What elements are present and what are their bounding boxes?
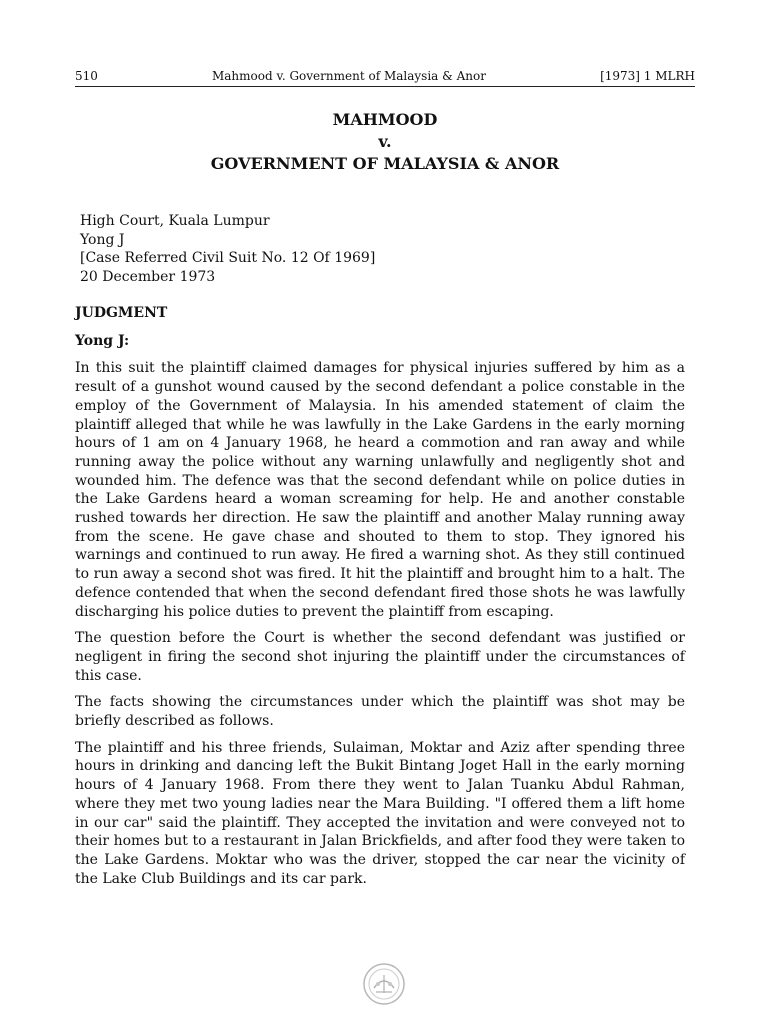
judgment-heading: JUDGMENT (75, 305, 168, 321)
case-title (75, 109, 695, 175)
running-title: Mahmood v. Government of Malaysia & Anor (211, 69, 486, 83)
law-report-citation: [1973] 1 MLRH (600, 69, 695, 83)
judgment-body (75, 304, 685, 896)
judge-name: Yong J (80, 231, 125, 248)
defendant-name: GOVERNMENT OF MALAYSIA & ANOR (210, 154, 560, 173)
paragraph: The plaintiff and his three friends, Sulaiman, Moktar and Aziz after spending three hours in drinking and dancing left the Bukit Bintang Joget Hall in the early morning hours of 4 January 1968. From there they went to Jalan Tuanku Abdul Rahman, where they met two young ladies near the Mara Building. "I offered them a lift home in our car" said the plaintiff. They accepted the invitation and were conveyed not to their homes but to a restaurant in Jalan Brickfields, and after food they were taken to the Lake Gardens. Moktar who was the driver, stopped the car near the vicinity of the Lake Club Buildings and its car park. (75, 739, 685, 887)
judgment-date: 20 December 1973 (80, 268, 216, 285)
versus-label: v. (378, 132, 392, 151)
paragraph: The question before the Court is whether the second defendant was justified or negligent in firing the second shot injuring the plaintiff under the circumstances of this case. (75, 630, 685, 684)
case-metadata (80, 212, 375, 286)
court-seal-icon (362, 962, 406, 1006)
paragraph: The facts showing the circumstances under which the plaintiff was shot may be briefly described as follows. (75, 694, 685, 730)
paragraph: In this suit the plaintiff claimed damages for physical injuries suffered by him as a result of a gunshot wound caused by the second defendant a police constable in the employ of the Government of Malaysia. In his amended statement of claim the plaintiff alleged that while he was lawfully in the Lake Gardens in the early morning hours of 1 am on 4 January 1968, he heard a commotion and ran away and while running away the police without any warning unlawfully and negligently shot and wounded him. The defence was that the second defendant while on police duties in the Lake Gardens heard a woman screaming for help. He and another constable rushed towards her direction. He saw the plaintiff and another Malay running away from the scene. He gave chase and shouted to them to stop. They ignored his warnings and continued to run away. He fired a warning shot. As they still continued to run away a second shot was fired. It hit the plaintiff and brought him to a halt. The defence contended that when the second defendant fired those shots he was lawfully discharging his police duties to prevent the plaintiff from escaping. (75, 360, 685, 620)
page-number: 510 (75, 69, 98, 83)
page-header (75, 66, 695, 86)
court-name: High Court, Kuala Lumpur (80, 213, 270, 229)
plaintiff-name: MAHMOOD (332, 110, 438, 129)
judge-heading: Yong J: (75, 332, 130, 349)
header-divider (75, 86, 695, 87)
case-reference: [Case Referred Civil Suit No. 12 Of 1969] (80, 250, 376, 266)
